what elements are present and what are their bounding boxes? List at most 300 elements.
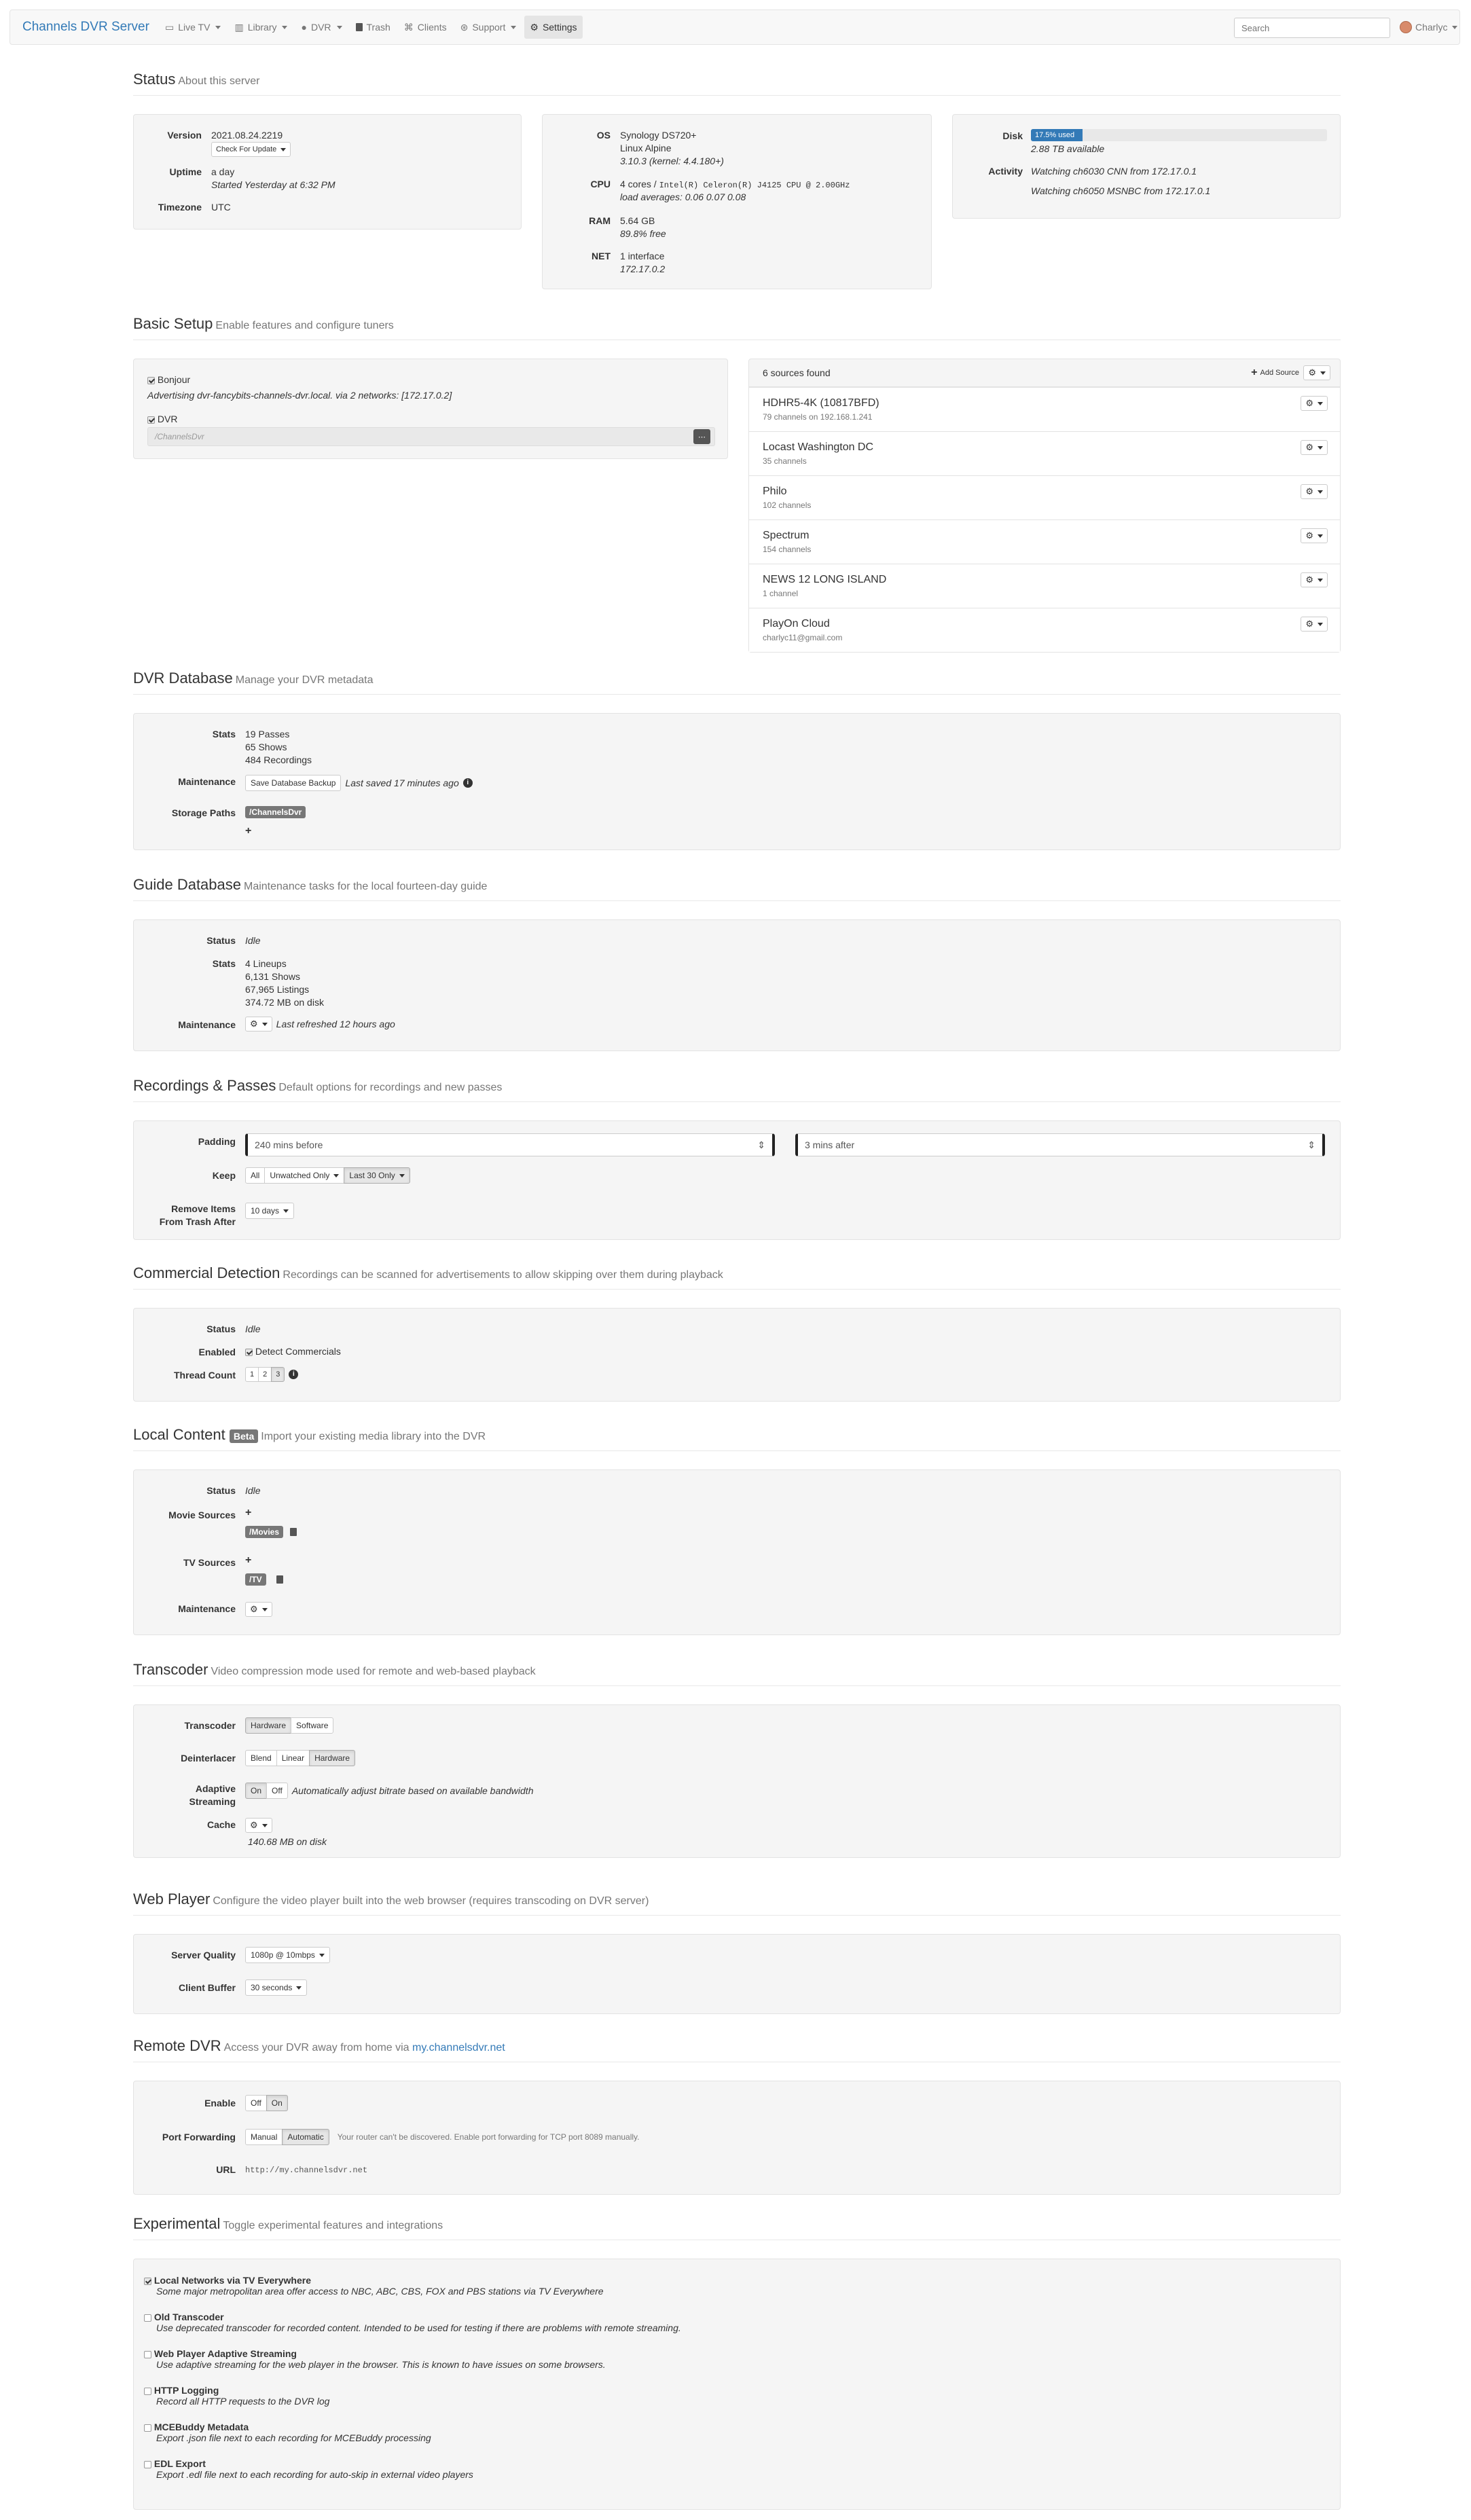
caret-down-icon	[1318, 579, 1323, 582]
info-icon[interactable]: i	[463, 778, 473, 788]
divider	[133, 1685, 1341, 1686]
maintenance-row	[245, 1017, 395, 1031]
add-storage-path-button[interactable]	[245, 824, 251, 839]
plus-icon: +	[1251, 367, 1258, 378]
remote-on-button[interactable]: On	[266, 2095, 288, 2111]
detect-commercials-label: Detect Commercials	[255, 1346, 341, 1357]
divider	[133, 1915, 1341, 1916]
gear-icon: ⚙	[250, 1019, 258, 1029]
caret-down-icon	[215, 26, 221, 29]
delete-tv-source-icon[interactable]	[276, 1575, 283, 1584]
stat-passes: 19 Passes	[245, 729, 290, 739]
source-item	[749, 475, 1340, 519]
adaptive-off-button[interactable]: Off	[266, 1783, 288, 1799]
add-movie-source-button[interactable]: +	[245, 1507, 252, 1518]
subtitle-text: Configure the video player built into the web browser (requires transcoding on DVR server)	[213, 1895, 649, 1907]
status-value: Idle	[245, 1323, 261, 1334]
checkbox[interactable]	[144, 2424, 151, 2432]
section-title-web-player	[133, 1891, 649, 1908]
section-title-basic	[133, 315, 394, 333]
sources-header	[749, 359, 1340, 387]
padding-after-value: 3 mins after	[805, 1139, 855, 1150]
experimental-item-desc: Export .edl file next to each recording for auto-skip in external video players	[156, 2469, 473, 2480]
nav-clients[interactable]	[399, 16, 452, 39]
dvr-label: DVR	[157, 414, 178, 424]
cache-size: 140.68 MB on disk	[248, 1836, 327, 1847]
disk-label: Disk	[1002, 130, 1023, 141]
experimental-item	[144, 2458, 473, 2480]
guide-maintenance-button[interactable]	[245, 1017, 272, 1031]
label-line: Streaming	[189, 1796, 236, 1807]
stat-disk: 374.72 MB on disk	[245, 997, 324, 1008]
checkbox[interactable]	[144, 2314, 151, 2322]
gear-icon: ⚙	[1305, 442, 1313, 452]
stats-label: Stats	[212, 729, 236, 739]
padding-after-select[interactable]	[795, 1133, 1325, 1156]
server-quality-select[interactable]	[245, 1947, 330, 1963]
remote-url[interactable]: http://my.channelsdvr.net	[245, 2166, 368, 2175]
section-title-status	[133, 71, 259, 88]
add-tv-source-button[interactable]: +	[245, 1554, 252, 1566]
cpu-cores: 4 cores /	[620, 179, 657, 189]
gear-icon: ⚙	[1305, 486, 1313, 496]
gear-icon: ⚙	[1308, 367, 1316, 378]
disk-usage-fill: 17.5% used	[1031, 129, 1083, 141]
divider	[133, 1101, 1341, 1102]
tv-sources-label: TV Sources	[183, 1557, 236, 1568]
adaptive-row	[245, 1783, 533, 1799]
stat-shows: 6,131 Shows	[245, 971, 300, 982]
gear-icon: ⚙	[1305, 398, 1313, 408]
disk-usage-bar	[1031, 129, 1327, 141]
net-ip: 172.17.0.2	[620, 263, 666, 274]
padding-before-value: 240 mins before	[255, 1139, 323, 1150]
transcoder-group	[245, 1717, 333, 1734]
search-input[interactable]	[1234, 18, 1390, 38]
source-settings-button[interactable]	[1301, 617, 1328, 632]
nav-label: Library	[247, 22, 277, 33]
port-forwarding-label: Port Forwarding	[162, 2132, 236, 2142]
movie-sources-label: Movie Sources	[168, 1510, 236, 1520]
uptime-label: Uptime	[169, 166, 202, 177]
gear-icon: ⚙	[250, 1604, 258, 1614]
title-text: Recordings & Passes	[133, 1077, 276, 1094]
gear-icon: ⚙	[1305, 574, 1313, 585]
tv-path-tag: /TV	[245, 1573, 266, 1586]
subtitle-text: Manage your DVR metadata	[235, 674, 374, 686]
remote-off-button[interactable]: Off	[245, 2095, 267, 2111]
port-forwarding-row	[245, 2129, 640, 2145]
nav-trash[interactable]	[350, 16, 396, 39]
clients-icon: ⌘	[403, 21, 414, 33]
port-forwarding-group	[245, 2129, 329, 2145]
maintenance-label: Maintenance	[178, 1603, 236, 1614]
status-panel-system	[542, 114, 932, 289]
user-name: Charlyc	[1415, 22, 1448, 33]
check-update-label: Check For Update	[216, 145, 277, 153]
thread-count-row	[245, 1367, 298, 1382]
keep-all-button[interactable]: All	[245, 1167, 265, 1184]
keep-button-group	[245, 1167, 410, 1184]
plus-icon: +	[245, 825, 252, 837]
trash-after-select[interactable]	[245, 1203, 294, 1219]
title-text: Remote DVR	[133, 2037, 221, 2054]
source-name: Spectrum	[763, 530, 810, 541]
gear-icon: ⚙	[530, 21, 539, 33]
nav-label: Trash	[366, 22, 391, 33]
caret-down-icon	[399, 1174, 405, 1177]
checkbox[interactable]	[144, 2351, 151, 2358]
book-icon: ▥	[234, 21, 244, 33]
net-label: NET	[592, 251, 611, 261]
local-maintenance-button[interactable]	[245, 1602, 272, 1617]
caret-down-icon	[1318, 623, 1323, 626]
adaptive-group	[245, 1783, 288, 1799]
check-update-select[interactable]	[211, 142, 291, 157]
label-line: Remove Items	[171, 1203, 236, 1214]
experimental-item	[144, 2348, 606, 2370]
section-title-dvr-db	[133, 670, 374, 687]
subtitle-text: Video compression mode used for remote and web-based playback	[211, 1666, 536, 1677]
cpu-model: Intel(R) Celeron(R) J4125 CPU @ 2.00GHz	[659, 181, 850, 190]
transcoder-software-button[interactable]: Software	[291, 1717, 333, 1734]
nav-label: Settings	[542, 22, 577, 33]
source-name: Locast Washington DC	[763, 441, 874, 453]
thread-2-button[interactable]: 2	[258, 1367, 272, 1382]
subtitle-text: Enable features and configure tuners	[215, 320, 394, 331]
client-buffer-value: 30 seconds	[251, 1983, 293, 1992]
subtitle-text: Maintenance tasks for the local fourteen-day guide	[244, 881, 488, 892]
pf-manual-button[interactable]: Manual	[245, 2129, 283, 2145]
caret-down-icon	[337, 26, 342, 29]
title-text: DVR Database	[133, 670, 233, 687]
channelsdvr-link[interactable]: my.channelsdvr.net	[412, 2042, 505, 2053]
version-value: 2021.08.24.2219	[211, 130, 283, 141]
remote-dvr-panel	[133, 2081, 1341, 2195]
caret-down-icon	[262, 1023, 268, 1026]
section-title-local	[133, 1426, 486, 1444]
experimental-item	[144, 2312, 681, 2333]
sources-settings-button[interactable]	[1303, 365, 1330, 380]
divider	[133, 694, 1341, 695]
adaptive-desc: Automatically adjust bitrate based on available bandwidth	[291, 1785, 534, 1796]
timezone-value: UTC	[211, 202, 231, 213]
section-title-guide-db	[133, 876, 487, 894]
basic-setup-panel	[133, 359, 728, 459]
experimental-item-desc: Record all HTTP requests to the DVR log	[156, 2396, 330, 2407]
activity-item: Watching ch6050 MSNBC from 172.17.0.1	[1031, 185, 1211, 196]
dvr-path-field[interactable]	[147, 427, 715, 446]
status-value: Idle	[245, 935, 261, 946]
keep-unwatched-label: Unwatched Only	[270, 1171, 330, 1180]
source-name: Philo	[763, 486, 787, 497]
nav-label: Support	[472, 22, 506, 33]
client-buffer-label: Client Buffer	[179, 1982, 236, 1993]
experimental-item	[144, 2275, 604, 2297]
experimental-item-title: Local Networks via TV Everywhere	[153, 2275, 311, 2286]
adaptive-on-button[interactable]: On	[245, 1783, 267, 1799]
padding-before-select[interactable]	[245, 1133, 775, 1156]
divider	[133, 95, 1341, 96]
section-title-recordings	[133, 1077, 502, 1095]
status-label: Status	[206, 1323, 236, 1334]
experimental-item-desc: Use deprecated transcoder for recorded content. Intended to be used for testing if there are problems with remote streaming.	[156, 2322, 681, 2333]
top-navbar	[10, 10, 1460, 45]
activity-item: Watching ch6030 CNN from 172.17.0.1	[1031, 166, 1197, 177]
source-item	[749, 519, 1340, 564]
source-name: NEWS 12 LONG ISLAND	[763, 574, 887, 585]
port-forwarding-note: Your router can't be discovered. Enable port forwarding for TCP port 8089 manually.	[337, 2132, 640, 2142]
stat-recordings: 484 Recordings	[245, 754, 312, 765]
stats-label: Stats	[212, 958, 236, 969]
save-backup-button[interactable]: Save Database Backup	[245, 775, 341, 791]
maintenance-label: Maintenance	[178, 776, 236, 787]
caret-down-icon	[296, 1986, 302, 1990]
subtitle-prefix: Access your DVR away from home via	[223, 2042, 410, 2053]
checkbox[interactable]	[144, 2461, 151, 2468]
activity-label: Activity	[988, 166, 1023, 177]
cpu-load: load averages: 0.06 0.07 0.08	[620, 191, 746, 202]
deint-linear-button[interactable]: Linear	[276, 1750, 310, 1766]
dvr-db-panel	[133, 713, 1341, 850]
keep-last-button[interactable]	[344, 1167, 410, 1184]
source-name: HDHR5-4K (10817BFD)	[763, 397, 879, 409]
status-label: Status	[206, 1485, 236, 1496]
last-refreshed-text: Last refreshed 12 hours ago	[276, 1018, 395, 1029]
app-brand[interactable]: Channels DVR Server	[22, 20, 149, 34]
title-text: Basic Setup	[133, 315, 213, 332]
last-saved-text: Last saved 17 minutes ago	[345, 777, 459, 788]
add-source-button[interactable]	[1247, 365, 1303, 380]
ram-label: RAM	[589, 215, 611, 226]
experimental-item-title: Old Transcoder	[153, 2312, 224, 2322]
caret-down-icon	[283, 1209, 289, 1213]
title-text: Guide Database	[133, 876, 241, 893]
nav-settings[interactable]	[524, 16, 582, 39]
bonjour-desc: Advertising dvr-fancybits-channels-dvr.local. via 2 networks: [172.17.0.2]	[147, 390, 452, 401]
experimental-item-title: Web Player Adaptive Streaming	[153, 2348, 297, 2359]
sources-count: 6 sources found	[763, 367, 831, 378]
source-settings-button[interactable]	[1301, 484, 1328, 499]
cache-label: Cache	[206, 1819, 236, 1830]
caret-down-icon	[1318, 490, 1323, 494]
subtitle-text: About this server	[178, 75, 260, 87]
deinterlacer-group	[245, 1750, 355, 1766]
checkbox[interactable]	[245, 1349, 253, 1356]
recordings-panel	[133, 1120, 1341, 1240]
experimental-item-desc: Some major metropolitan area offer access to NBC, ABC, CBS, FOX and PBS stations via TV Everywhere	[156, 2286, 604, 2297]
deint-blend-button[interactable]: Blend	[245, 1750, 277, 1766]
timezone-label: Timezone	[158, 202, 202, 213]
enable-group	[245, 2095, 288, 2111]
source-settings-button[interactable]	[1301, 572, 1328, 587]
detect-commercials-toggle[interactable]	[245, 1346, 341, 1357]
enabled-label: Enabled	[198, 1347, 236, 1357]
source-item	[749, 564, 1340, 608]
bonjour-label: Bonjour	[157, 374, 191, 385]
experimental-item-desc: Use adaptive streaming for the web player in the browser. This is known to have issues on some browsers.	[156, 2359, 606, 2370]
caret-down-icon	[333, 1174, 339, 1177]
subtitle-text	[224, 2042, 505, 2053]
source-settings-button[interactable]	[1301, 528, 1328, 543]
caret-down-icon	[280, 148, 286, 151]
version-label: Version	[167, 130, 202, 141]
os-kernel: 3.10.3 (kernel: 4.4.180+)	[620, 156, 724, 166]
nav-support[interactable]	[455, 16, 522, 39]
section-title-remote	[133, 2037, 505, 2055]
delete-movie-source-icon[interactable]	[290, 1528, 297, 1536]
thread-1-button[interactable]: 1	[245, 1367, 259, 1382]
add-source-label: Add Source	[1260, 369, 1299, 377]
trash-icon	[356, 23, 363, 31]
uptime-value: a day	[211, 166, 235, 177]
status-panel-version	[133, 114, 522, 230]
updown-icon: ⇕	[757, 1139, 765, 1150]
updown-icon: ⇕	[1307, 1139, 1315, 1150]
stat-shows: 65 Shows	[245, 742, 287, 752]
thread-count-group	[245, 1367, 285, 1382]
caret-down-icon	[282, 26, 287, 29]
commercial-panel	[133, 1308, 1341, 1402]
client-buffer-select[interactable]	[245, 1979, 307, 1996]
keep-label: Keep	[212, 1170, 236, 1181]
url-label: URL	[216, 2164, 236, 2175]
section-title-experimental	[133, 2215, 443, 2233]
ram-free: 89.8% free	[620, 228, 666, 239]
cache-settings-button[interactable]	[245, 1818, 272, 1833]
source-detail: 79 channels on 192.168.1.241	[763, 412, 873, 422]
subtitle-text: Import your existing media library into the DVR	[261, 1431, 486, 1442]
gear-icon: ⚙	[1305, 530, 1313, 541]
guide-db-panel	[133, 919, 1341, 1051]
local-content-panel	[133, 1469, 1341, 1635]
section-title-commercial	[133, 1264, 723, 1282]
checkbox[interactable]	[144, 2388, 151, 2395]
experimental-item	[144, 2422, 431, 2443]
transcoder-panel	[133, 1704, 1341, 1858]
cpu-value	[620, 178, 850, 192]
source-item	[749, 387, 1340, 431]
enable-label: Enable	[204, 2098, 236, 2108]
caret-down-icon	[1318, 446, 1323, 450]
storage-paths-label: Storage Paths	[171, 807, 236, 818]
maintenance-label: Maintenance	[178, 1019, 236, 1030]
pf-automatic-button[interactable]: Automatic	[282, 2129, 329, 2145]
title-text: Local Content	[133, 1426, 225, 1443]
caret-down-icon	[1318, 534, 1323, 538]
divider	[133, 1450, 1341, 1451]
storage-path-tag: /ChannelsDvr	[245, 806, 306, 818]
caret-down-icon	[1320, 371, 1326, 375]
deinterlacer-label: Deinterlacer	[181, 1753, 236, 1764]
source-detail: 154 channels	[763, 545, 812, 554]
caret-down-icon	[262, 1608, 268, 1611]
thread-3-button[interactable]: 3	[271, 1367, 285, 1382]
divider	[133, 1289, 1341, 1290]
checkbox[interactable]	[147, 377, 155, 384]
beta-badge: Beta	[230, 1429, 258, 1443]
source-settings-button[interactable]	[1301, 396, 1328, 411]
nav-library[interactable]	[229, 16, 293, 39]
trash-after-label	[134, 1203, 236, 1228]
subtitle-text: Recordings can be scanned for advertisements to allow skipping over them during playback	[283, 1269, 723, 1281]
dvr-toggle[interactable]	[147, 414, 177, 424]
nav-label: Clients	[417, 22, 447, 33]
nav-dvr[interactable]	[295, 16, 347, 39]
info-icon[interactable]: i	[289, 1370, 298, 1379]
lifebuoy-icon: ⊛	[460, 21, 469, 33]
status-label: Status	[206, 935, 236, 946]
gear-icon: ⚙	[1305, 619, 1313, 629]
title-text: Web Player	[133, 1891, 211, 1907]
caret-down-icon	[1318, 402, 1323, 405]
label-line: Adaptive	[195, 1783, 236, 1794]
nav-live-tv[interactable]	[160, 16, 226, 39]
more-icon[interactable]: ⋯	[693, 429, 710, 444]
source-item	[749, 431, 1340, 475]
thread-count-label: Thread Count	[174, 1370, 236, 1381]
os-model: Synology DS720+	[620, 130, 697, 141]
section-title-transcoder	[133, 1661, 536, 1679]
experimental-item	[144, 2385, 329, 2407]
label-line: From Trash After	[159, 1216, 236, 1227]
caret-down-icon	[1452, 26, 1457, 29]
transcoder-label: Transcoder	[184, 1720, 236, 1731]
os-name: Linux Alpine	[620, 143, 672, 153]
source-detail: 35 channels	[763, 456, 807, 466]
caret-down-icon	[262, 1824, 268, 1827]
sources-panel	[748, 359, 1341, 653]
title-text: Transcoder	[133, 1661, 208, 1678]
status-value: Idle	[245, 1485, 261, 1496]
net-value: 1 interface	[620, 251, 665, 261]
transcoder-hardware-button[interactable]: Hardware	[245, 1717, 291, 1734]
experimental-item-title: HTTP Logging	[153, 2385, 219, 2396]
uptime-started: Started Yesterday at 6:32 PM	[211, 179, 335, 190]
title-text: Status	[133, 71, 176, 88]
user-menu[interactable]	[1400, 21, 1457, 33]
nav-label: DVR	[310, 22, 331, 33]
caret-down-icon	[511, 26, 516, 29]
deint-hardware-button[interactable]: Hardware	[309, 1750, 355, 1766]
movie-path-tag: /Movies	[245, 1526, 283, 1538]
checkbox[interactable]	[147, 416, 155, 424]
keep-unwatched-button[interactable]	[264, 1167, 344, 1184]
cpu-label: CPU	[590, 179, 611, 189]
source-settings-button[interactable]	[1301, 440, 1328, 455]
maintenance-row	[245, 775, 473, 791]
experimental-item-title: EDL Export	[153, 2458, 206, 2469]
bonjour-toggle[interactable]	[147, 374, 190, 385]
stat-lineups: 4 Lineups	[245, 958, 287, 969]
avatar	[1400, 21, 1412, 33]
monitor-icon: ▭	[165, 21, 175, 33]
adaptive-label	[134, 1783, 236, 1808]
dvr-path-value: /ChannelsDvr	[155, 432, 204, 441]
source-detail: charlyc11@gmail.com	[763, 633, 843, 642]
os-label: OS	[596, 130, 611, 141]
experimental-item-title: MCEBuddy Metadata	[153, 2422, 249, 2432]
disk-available: 2.88 TB available	[1031, 143, 1105, 154]
gear-icon: ⚙	[250, 1820, 258, 1830]
title-text: Experimental	[133, 2215, 221, 2232]
checkbox[interactable]	[144, 2278, 151, 2285]
title-text: Commercial Detection	[133, 1264, 280, 1281]
experimental-item-desc: Export .json file next to each recording for MCEBuddy processing	[156, 2432, 431, 2443]
subtitle-text: Toggle experimental features and integrations	[223, 2220, 443, 2231]
padding-label: Padding	[198, 1136, 236, 1147]
ram-value: 5.64 GB	[620, 215, 655, 226]
